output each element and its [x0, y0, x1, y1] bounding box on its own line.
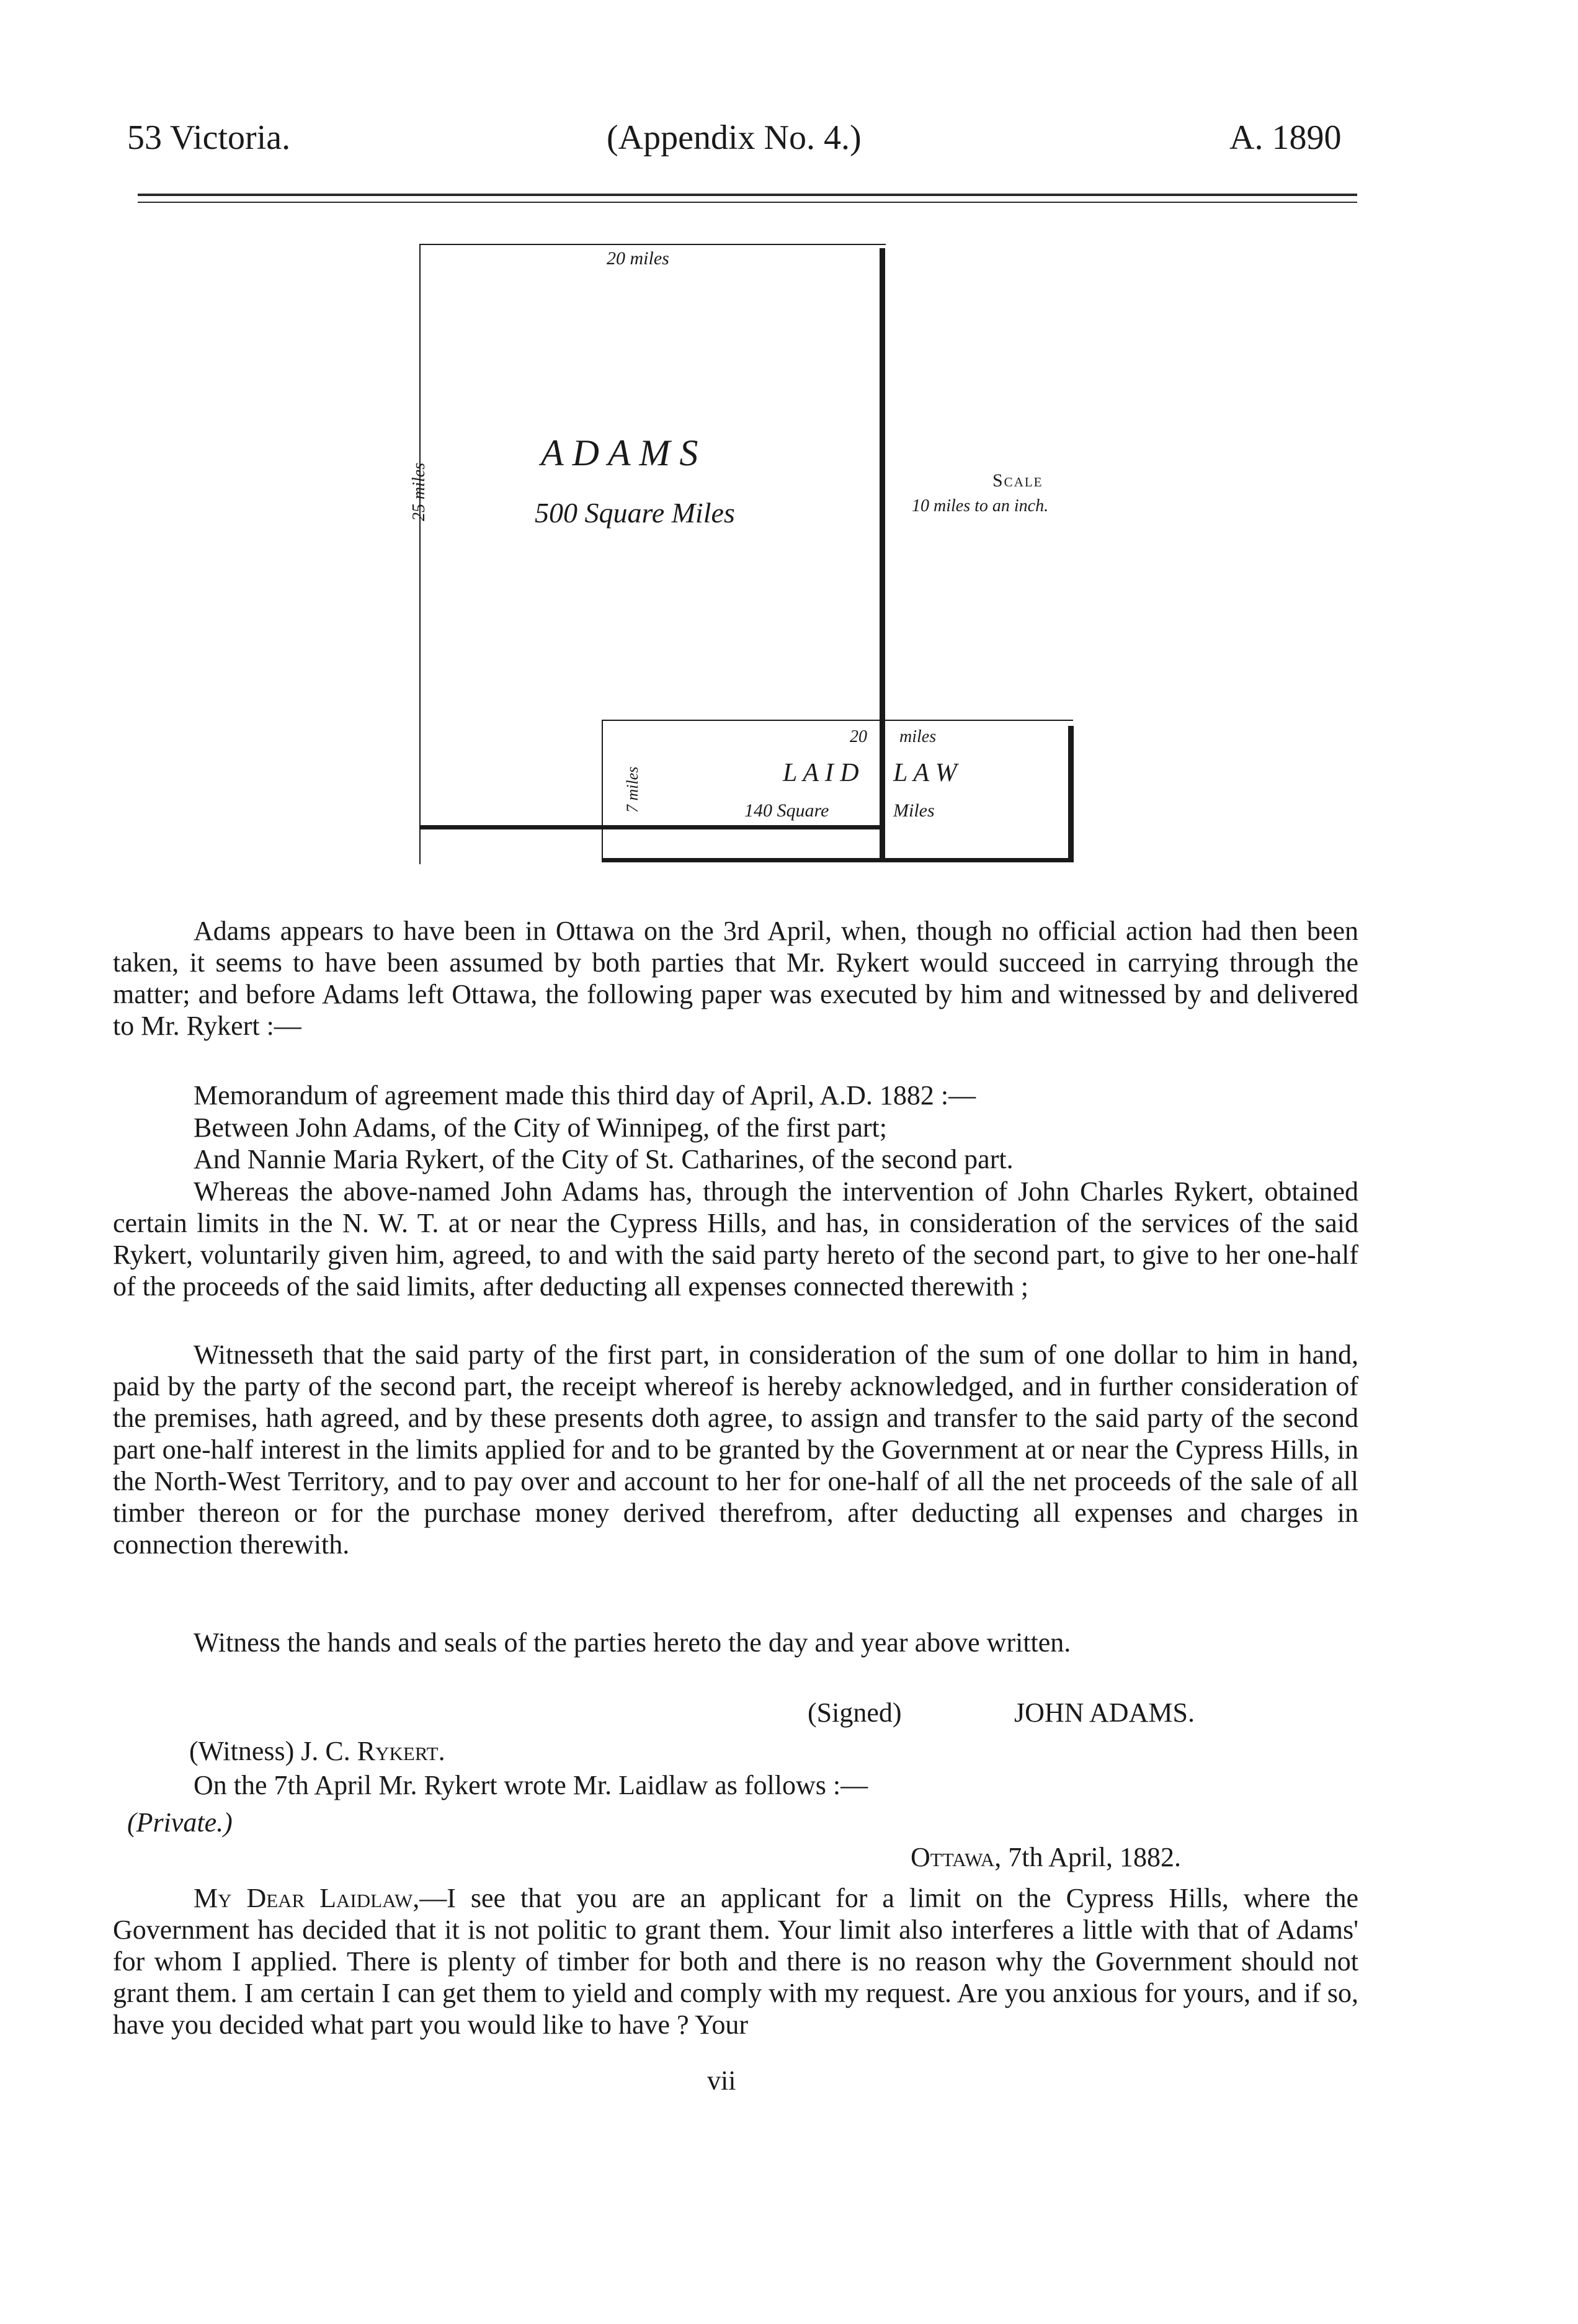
adams-left-border — [419, 244, 421, 864]
witnesseth-clause: Witnesseth that the said party of the first part, in consideration of the sum of one dollar to him in hand, paid by the party of the second part, the receipt whereof is hereby acknowledged, and in further consideration of the premises, hath agreed, and by these presents doth agree, to assign and transfer to the said party of the second part one-half interest in the limits applied for and to be granted by the Government at or near the Cypress Hills, in the North-West Territory, and to pay over and account to her for one-half of all the net proceeds of the sale of all timber thereon or for the purchase money derived therefrom, after deducting all expenses and charges in connection therewith. — [113, 1339, 1358, 1560]
parties-second: And Nannie Maria Rykert, of the City of St. Catharines, of the second part. — [194, 1144, 1014, 1174]
whereas-clause: Whereas the above-named John Adams has, through the intervention of John Charles Rykert, obtained certain limits in the N. W. T. at or near the Cypress Hills, and has, in consideration of the services of the said Rykert, voluntarily given him, agreed, to and with the said party hereto of the second part, to give to her one-half of the proceeds of the said limits, after deducting all expenses connected therewith ; — [113, 1176, 1358, 1302]
letter-date: 7th April, 1882. — [1008, 1842, 1181, 1872]
header-rule-bottom — [138, 202, 1357, 203]
witness-line — [189, 1735, 445, 1767]
scale-text: 10 miles to an inch. — [912, 496, 1049, 516]
laidlaw-name-right: L A W — [893, 759, 957, 787]
signed-label: (Signed) — [808, 1697, 902, 1728]
laidlaw-area-left: 140 Square — [744, 800, 829, 821]
header-rule-top — [138, 194, 1357, 196]
laidlaw-left-border — [602, 720, 603, 862]
witness-clause: Witness the hands and seals of the parties hereto the day and year above written. — [194, 1627, 1071, 1658]
private-label: (Private.) — [127, 1807, 233, 1838]
laidlaw-area-right: Miles — [893, 800, 935, 821]
adams-height-label: 25 miles — [409, 462, 429, 521]
parties-first: Between John Adams, of the City of Winnipeg, of the first part; — [194, 1112, 888, 1143]
adams-name: A D A M S — [541, 432, 698, 473]
laidlaw-right-border — [1068, 726, 1074, 862]
adams-top-border — [419, 244, 886, 245]
witness-prefix: (Witness) J. C. — [189, 1736, 350, 1766]
adams-area: 500 Square Miles — [535, 497, 735, 529]
letter-salutation: My Dear Laidlaw, — [194, 1883, 420, 1913]
header-year: A. 1890 — [1229, 118, 1342, 157]
laidlaw-width-label-left: 20 — [850, 727, 867, 746]
adams-right-border — [880, 248, 885, 862]
laidlaw-width-label-right: miles — [899, 727, 937, 746]
letter-dateline — [911, 1841, 1181, 1873]
laidlaw-bottom-border — [602, 858, 1074, 862]
letter-text: —I see that you are an applicant for a limit on the Cypress Hills, where the Government has decided that it is not politic to grant them. Your limit also interferes a little with that of Adams' for whom I applied. There is plenty of timber for both and there is no reason why the Government should not grant them. I am certain I can get them to yield and comply with my request. Are you anxious for yours, and if so, have you decided what part you would like to have ? Your — [113, 1883, 1358, 2040]
page-number: vii — [707, 2065, 736, 2096]
adams-width-label: 20 miles — [607, 248, 669, 269]
letter-intro: On the 7th April Mr. Rykert wrote Mr. Laidlaw as follows :— — [194, 1770, 868, 1800]
letter-body — [113, 1882, 1358, 2040]
letter-place: Ottawa, — [911, 1842, 1002, 1872]
memorandum-heading: Memorandum of agreement made this third day of April, A.D. 1882 :— — [194, 1080, 976, 1111]
intro-paragraph: Adams appears to have been in Ottawa on the 3rd April, when, though no official action had then been taken, it seems to have been assumed by both parties that Mr. Rykert would succeed in carrying through the matter; and before Adams left Ottawa, the following paper was executed by him and witnessed by and delivered to Mr. Rykert :— — [113, 916, 1358, 1041]
header-volume: 53 Victoria. — [127, 118, 291, 157]
witness-name: Rykert. — [357, 1736, 445, 1766]
laidlaw-name-left: L A I D — [783, 759, 859, 787]
laidlaw-height-label: 7 miles — [623, 766, 641, 813]
adams-bottom-border — [419, 825, 885, 829]
scale-title: Scale — [992, 470, 1043, 491]
laidlaw-top-border — [602, 720, 1073, 721]
signer-name: JOHN ADAMS. — [1014, 1697, 1195, 1728]
header-appendix: (Appendix No. 4.) — [607, 118, 862, 157]
